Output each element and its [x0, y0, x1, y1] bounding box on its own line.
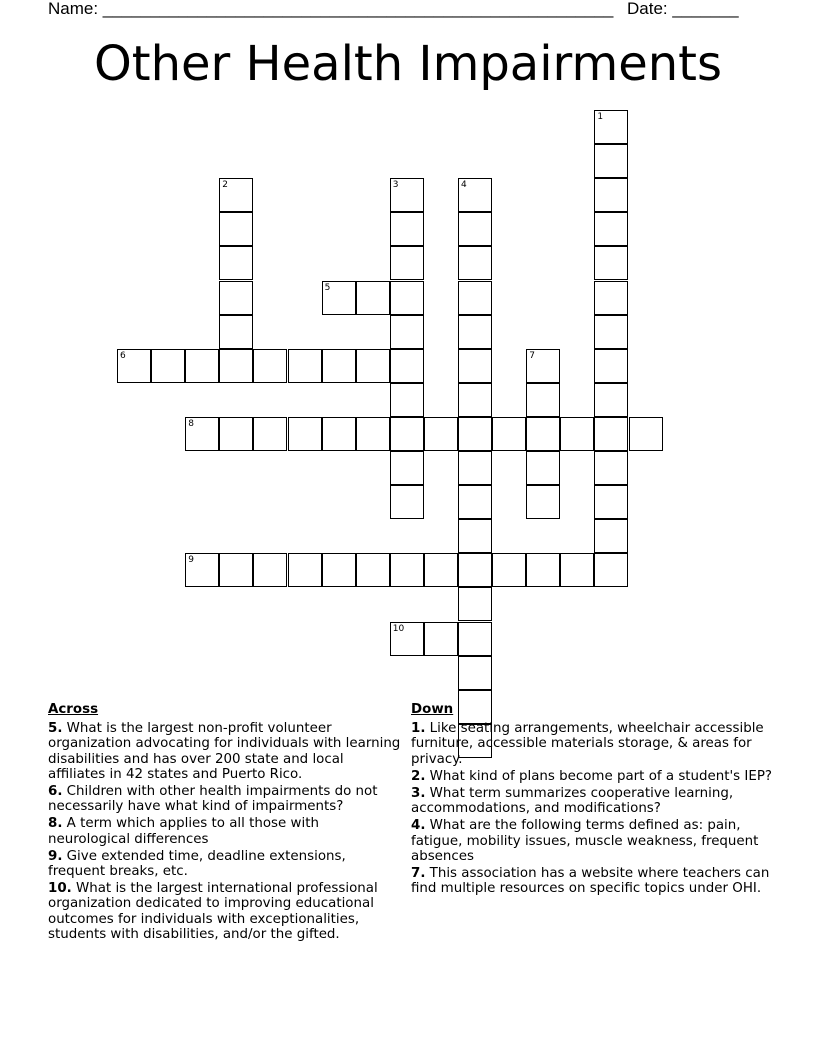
grid-cell[interactable]: [492, 417, 526, 451]
across-clues: [48, 702, 403, 944]
grid-cell[interactable]: [594, 212, 628, 246]
clue-across-8: [48, 816, 403, 846]
clue-across-9: [48, 849, 403, 879]
grid-cell[interactable]: [458, 553, 492, 587]
clue-number: 10.: [48, 881, 72, 897]
grid-cell[interactable]: [185, 349, 219, 383]
grid-cell[interactable]: [356, 349, 390, 383]
clue-across-6: [48, 784, 403, 814]
cell-number: 1: [597, 112, 604, 122]
clue-text: A term which applies to all those with neurological differences: [48, 816, 319, 847]
grid-cell[interactable]: [594, 451, 628, 485]
grid-cell[interactable]: [219, 349, 253, 383]
grid-cell[interactable]: [219, 315, 253, 349]
grid-cell[interactable]: [322, 417, 356, 451]
clue-text: Children with other health impairments do not necessarily have what kind of impairments?: [48, 784, 378, 815]
grid-cell[interactable]: [594, 485, 628, 519]
grid-cell[interactable]: [151, 349, 185, 383]
grid-cell[interactable]: [390, 417, 424, 451]
grid-cell[interactable]: [356, 553, 390, 587]
grid-cell[interactable]: [458, 417, 492, 451]
grid-cell[interactable]: [458, 246, 492, 280]
clue-down-1: [411, 721, 776, 767]
grid-cell[interactable]: [594, 246, 628, 280]
grid-cell[interactable]: [390, 246, 424, 280]
grid-cell[interactable]: [356, 281, 390, 315]
grid-cell[interactable]: [594, 110, 628, 144]
grid-cell[interactable]: [322, 553, 356, 587]
date-field-line: Date: _______: [627, 0, 739, 18]
grid-cell[interactable]: [594, 519, 628, 553]
grid-cell[interactable]: [458, 656, 492, 690]
clue-number: 4.: [411, 818, 426, 834]
clue-down-7: [411, 866, 776, 896]
grid-cell[interactable]: [526, 451, 560, 485]
grid-cell[interactable]: [594, 178, 628, 212]
clue-down-3: [411, 786, 776, 816]
grid-cell[interactable]: [560, 553, 594, 587]
grid-cell[interactable]: [526, 349, 560, 383]
clue-down-4: [411, 818, 776, 864]
grid-cell[interactable]: [594, 349, 628, 383]
grid-cell[interactable]: [390, 315, 424, 349]
grid-cell[interactable]: [526, 485, 560, 519]
clue-down-2: [411, 769, 776, 784]
grid-cell[interactable]: [390, 349, 424, 383]
grid-cell[interactable]: [458, 349, 492, 383]
grid-cell[interactable]: [424, 622, 458, 656]
clue-number: 2.: [411, 768, 426, 784]
grid-cell[interactable]: [526, 417, 560, 451]
clue-text: What kind of plans become part of a student's IEP?: [429, 768, 773, 784]
grid-cell[interactable]: [594, 144, 628, 178]
cell-number: 6: [120, 350, 126, 361]
clue-number: 9.: [48, 848, 63, 864]
cell-number: 4: [461, 180, 467, 191]
grid-cell[interactable]: [526, 383, 560, 417]
clue-number: 7.: [411, 866, 426, 882]
cell-number: 7: [529, 350, 535, 361]
cell-number: 5: [324, 282, 331, 293]
grid-cell[interactable]: [117, 349, 151, 383]
grid-cell[interactable]: [322, 349, 356, 383]
grid-cell[interactable]: [390, 622, 424, 656]
grid-cell[interactable]: [253, 553, 287, 587]
cell-number: 10: [392, 623, 405, 634]
grid-cell[interactable]: [492, 553, 526, 587]
cell-number: 3: [392, 180, 399, 191]
down-heading: Down: [411, 702, 454, 717]
grid-cell[interactable]: [594, 315, 628, 349]
clue-text: What is the largest international professional organization dedicated to improving educational outcomes for individuals with exceptionalities, students with disabilities, and/or the gifted.: [48, 881, 378, 942]
grid-cell[interactable]: [390, 281, 424, 315]
grid-cell[interactable]: [185, 553, 219, 587]
grid-cell[interactable]: [390, 485, 424, 519]
clue-number: 5.: [48, 721, 63, 737]
clue-number: 6.: [48, 784, 63, 800]
grid-cell[interactable]: [219, 553, 253, 587]
grid-cell[interactable]: [185, 417, 219, 451]
clue-text: What term summarizes cooperative learning, accommodations, and modifications?: [411, 786, 734, 817]
grid-cell[interactable]: [458, 383, 492, 417]
grid-cell[interactable]: [458, 451, 492, 485]
grid-cell[interactable]: [322, 281, 356, 315]
grid-cell[interactable]: [219, 178, 253, 212]
cell-number: 8: [188, 418, 194, 429]
grid-cell[interactable]: [219, 281, 253, 315]
grid-cell[interactable]: [253, 417, 287, 451]
cell-number: 2: [222, 180, 229, 191]
grid-cell[interactable]: [219, 212, 253, 246]
grid-cell[interactable]: [594, 553, 628, 587]
grid-cell[interactable]: [288, 553, 322, 587]
grid-cell[interactable]: [424, 417, 458, 451]
grid-cell[interactable]: [390, 178, 424, 212]
clue-text: What are the following terms defined as: pain, fatigue, mobility issues, muscle weakness, frequent absences: [411, 818, 759, 864]
grid-cell[interactable]: [458, 587, 492, 621]
grid-cell[interactable]: [594, 383, 628, 417]
cell-number: 9: [188, 555, 194, 566]
grid-cell[interactable]: [288, 349, 322, 383]
down-clues: [411, 702, 776, 898]
grid-cell[interactable]: [458, 622, 492, 656]
grid-cell[interactable]: [390, 451, 424, 485]
grid-cell[interactable]: [458, 281, 492, 315]
grid-cell[interactable]: [253, 349, 287, 383]
grid-cell[interactable]: [390, 212, 424, 246]
clue-across-5: [48, 721, 403, 782]
grid-cell[interactable]: [424, 553, 458, 587]
clue-text: Give extended time, deadline extensions, frequent breaks, etc.: [48, 848, 346, 880]
grid-cell[interactable]: [356, 417, 390, 451]
grid-cell[interactable]: [458, 519, 492, 553]
clue-number: 3.: [411, 786, 426, 802]
clue-number: 8.: [48, 816, 63, 832]
grid-cell[interactable]: [526, 553, 560, 587]
clue-across-10: [48, 881, 403, 942]
grid-cell[interactable]: [594, 417, 628, 451]
clue-text: Like seating arrangements, wheelchair accessible furniture, accessible materials storage, & areas for privacy.: [411, 721, 764, 767]
clue-number: 1.: [411, 721, 426, 737]
grid-cell[interactable]: [219, 246, 253, 280]
clue-text: What is the largest non-profit volunteer organization advocating for individuals with learning disabilities and has over 200 state and local affiliates in 42 states and Puerto Rico.: [48, 721, 401, 782]
clue-text: This association has a website where teachers can find multiple resources on specific topics under OHI.: [411, 866, 770, 897]
grid-cell[interactable]: [458, 178, 492, 212]
name-field-line: Name: ______________________________________________________: [48, 0, 614, 18]
grid-cell[interactable]: [219, 417, 253, 451]
grid-cell[interactable]: [458, 212, 492, 246]
grid-cell[interactable]: [458, 315, 492, 349]
grid-cell[interactable]: [629, 417, 663, 451]
grid-cell[interactable]: [560, 417, 594, 451]
grid-cell[interactable]: [390, 553, 424, 587]
puzzle-title: Other Health Impairments: [94, 36, 722, 92]
across-heading: Across: [48, 702, 99, 717]
grid-cell[interactable]: [288, 417, 322, 451]
grid-cell[interactable]: [594, 281, 628, 315]
grid-cell[interactable]: [390, 383, 424, 417]
grid-cell[interactable]: [458, 485, 492, 519]
